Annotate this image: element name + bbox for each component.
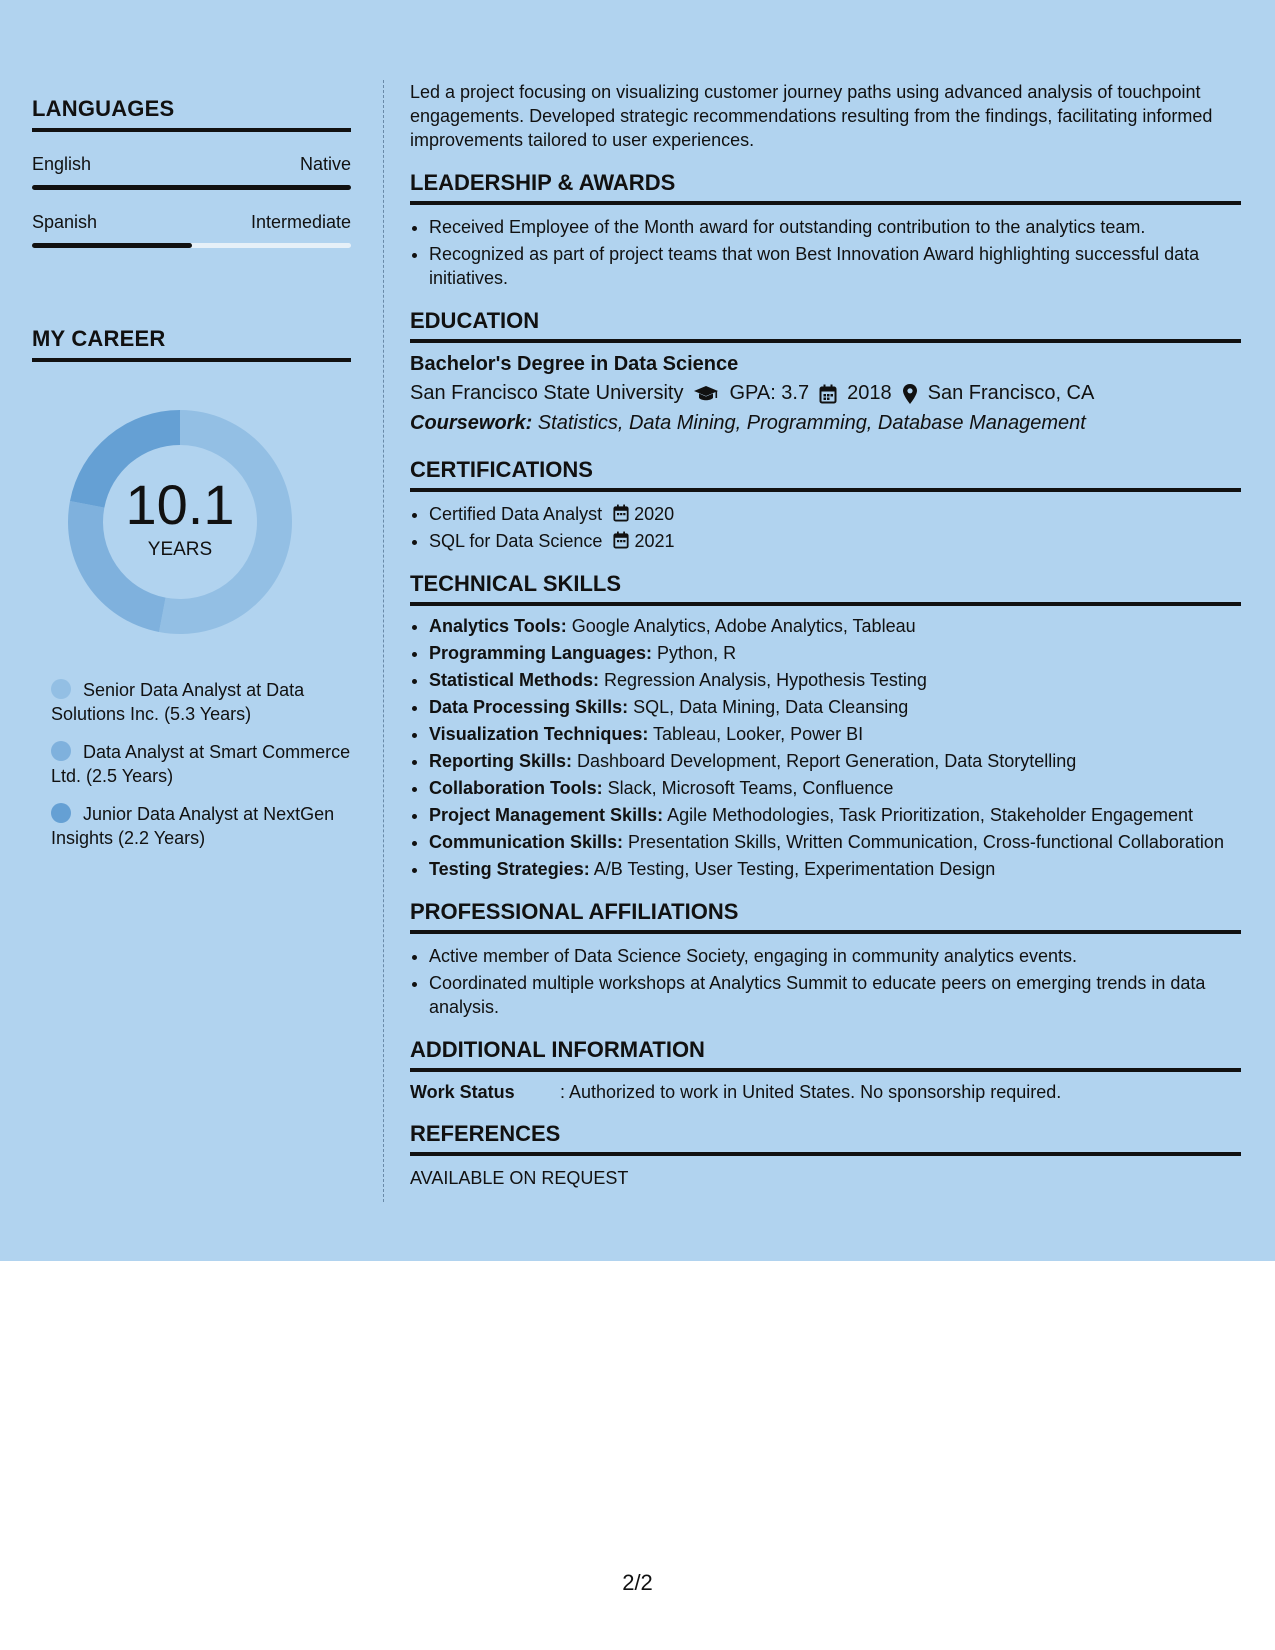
work-status-value: : Authorized to work in United States. No sponsorship required.: [560, 1082, 1062, 1102]
legend-label: Data Analyst at Smart Commerce Ltd. (2.5 Years): [51, 742, 351, 786]
skill-value: Slack, Microsoft Teams, Confluence: [602, 778, 894, 798]
calendar-icon: [819, 384, 837, 404]
skill-value: Dashboard Development, Report Generation, Data Storytelling: [572, 751, 1077, 771]
certification-name: SQL for Data Science: [429, 531, 603, 551]
skill-label: Reporting Skills:: [429, 751, 573, 771]
language-name: Spanish: [32, 212, 98, 232]
coursework-label: Coursework:: [410, 412, 533, 434]
skill-item: [429, 776, 1241, 800]
leadership-section: [410, 170, 1241, 290]
skill-label: Visualization Techniques:: [429, 724, 649, 744]
legend-label: Senior Data Analyst at Data Solutions Inc. (5.3 Years): [51, 680, 305, 724]
skill-label: Data Processing Skills:: [429, 697, 629, 717]
career-legend-item: [51, 740, 351, 788]
page-number: 2/2: [622, 1570, 653, 1595]
references-heading: REFERENCES: [410, 1121, 1241, 1156]
list-item: • Active member of Data Science Society, engaging in community analytics events.: [429, 944, 1241, 968]
leadership-heading: LEADERSHIP & AWARDS: [410, 170, 1241, 205]
career-total-years: 10.1: [125, 473, 235, 536]
skill-item: [429, 803, 1241, 827]
references-section: [410, 1121, 1241, 1189]
education-heading: EDUCATION: [410, 308, 1241, 343]
language-level-bar: [32, 243, 351, 248]
skill-value: A/B Testing, User Testing, Experimentation Design: [589, 859, 996, 879]
language-item: [32, 154, 351, 190]
calendar-icon: [613, 531, 629, 549]
degree-title: Bachelor's Degree in Data Science: [410, 353, 739, 375]
career-total-unit: YEARS: [147, 539, 213, 560]
legend-label: Junior Data Analyst at NextGen Insights (2.2 Years): [51, 804, 335, 848]
work-status-label: Work Status: [410, 1082, 515, 1102]
skill-item: [429, 749, 1241, 773]
skill-item: [429, 695, 1241, 719]
certifications-heading: CERTIFICATIONS: [410, 457, 1241, 492]
coursework: [410, 412, 1241, 435]
school-location: San Francisco, CA: [927, 382, 1095, 404]
skill-label: Statistical Methods:: [429, 670, 600, 690]
technical-skills-section: [410, 571, 1241, 881]
career-legend-item: [51, 802, 351, 850]
list-item: • Coordinated multiple workshops at Analytics Summit to educate peers on emerging trends in data analysis.: [429, 971, 1241, 1019]
skill-label: Programming Languages:: [429, 643, 653, 663]
language-level-fill: [32, 185, 351, 190]
additional-info-section: [410, 1037, 1241, 1103]
certifications-section: [410, 457, 1241, 553]
affiliations-heading: PROFESSIONAL AFFILIATIONS: [410, 899, 1241, 934]
skill-value: Presentation Skills, Written Communication, Cross-functional Collaboration: [623, 832, 1224, 852]
certification-name: Certified Data Analyst: [429, 504, 603, 524]
location-pin-icon: [902, 383, 918, 405]
skill-label: Testing Strategies:: [429, 859, 590, 879]
affiliations-section: [410, 899, 1241, 1019]
skill-item: [429, 830, 1241, 854]
skill-label: Collaboration Tools:: [429, 778, 603, 798]
list-item: • Recognized as part of project teams that won Best Innovation Award highlighting successful data initiatives.: [429, 242, 1241, 290]
career-heading: MY CAREER: [32, 326, 351, 362]
skill-value: Regression Analysis, Hypothesis Testing: [599, 670, 927, 690]
education-details: [410, 382, 1241, 405]
school-name: San Francisco State University: [410, 382, 684, 404]
skill-label: Communication Skills:: [429, 832, 624, 852]
certification-item: [429, 502, 1241, 526]
technical-skills-heading: TECHNICAL SKILLS: [410, 571, 1241, 606]
career-legend: [51, 678, 351, 850]
column-divider: [383, 80, 384, 1202]
list-item: • Received Employee of the Month award for outstanding contribution to the analytics team.: [429, 215, 1241, 239]
certification-item: [429, 529, 1241, 553]
references-text: AVAILABLE ON REQUEST: [410, 1168, 629, 1188]
skill-value: SQL, Data Mining, Data Cleansing: [628, 697, 909, 717]
skill-item: [429, 722, 1241, 746]
skill-item: [429, 641, 1241, 665]
language-level: Native: [299, 154, 351, 174]
career-legend-item: [51, 678, 351, 726]
career-donut-chart: [64, 406, 296, 638]
project-description: Led a project focusing on visualizing customer journey paths using advanced analysis of touchpoint engagements. Developed strategic recommendations resulting from the findings, facilitating informed improvements tailored to user experiences.: [410, 82, 1213, 150]
certification-year: 2021: [634, 531, 675, 551]
skill-value: Python, R: [652, 643, 737, 663]
skill-label: Analytics Tools:: [429, 616, 567, 636]
language-name: English: [32, 154, 92, 174]
gpa: GPA: 3.7: [729, 382, 810, 404]
language-item: [32, 212, 351, 248]
skill-label: Project Management Skills:: [429, 805, 664, 825]
legend-dot: [51, 679, 71, 699]
skill-item: [429, 614, 1241, 638]
calendar-icon: [613, 504, 629, 522]
graduation-year: 2018: [847, 382, 892, 404]
additional-info-heading: ADDITIONAL INFORMATION: [410, 1037, 1241, 1072]
education-section: [410, 308, 1241, 435]
certification-year: 2020: [634, 504, 675, 524]
language-level: Intermediate: [250, 212, 351, 232]
languages-heading: LANGUAGES: [32, 96, 351, 132]
coursework-list: Statistics, Data Mining, Programming, Database Management: [532, 412, 1086, 434]
skill-item: [429, 857, 1241, 881]
graduation-cap-icon: [693, 384, 719, 404]
right-column: [410, 80, 1241, 1189]
legend-dot: [51, 741, 71, 761]
language-level-fill: [32, 243, 192, 248]
skill-value: Google Analytics, Adobe Analytics, Tableau: [566, 616, 916, 636]
skill-value: Tableau, Looker, Power BI: [648, 724, 864, 744]
skill-value: Agile Methodologies, Task Prioritization, Stakeholder Engagement: [663, 805, 1194, 825]
left-column: [32, 96, 351, 864]
legend-dot: [51, 803, 71, 823]
language-level-bar: [32, 185, 351, 190]
skill-item: [429, 668, 1241, 692]
